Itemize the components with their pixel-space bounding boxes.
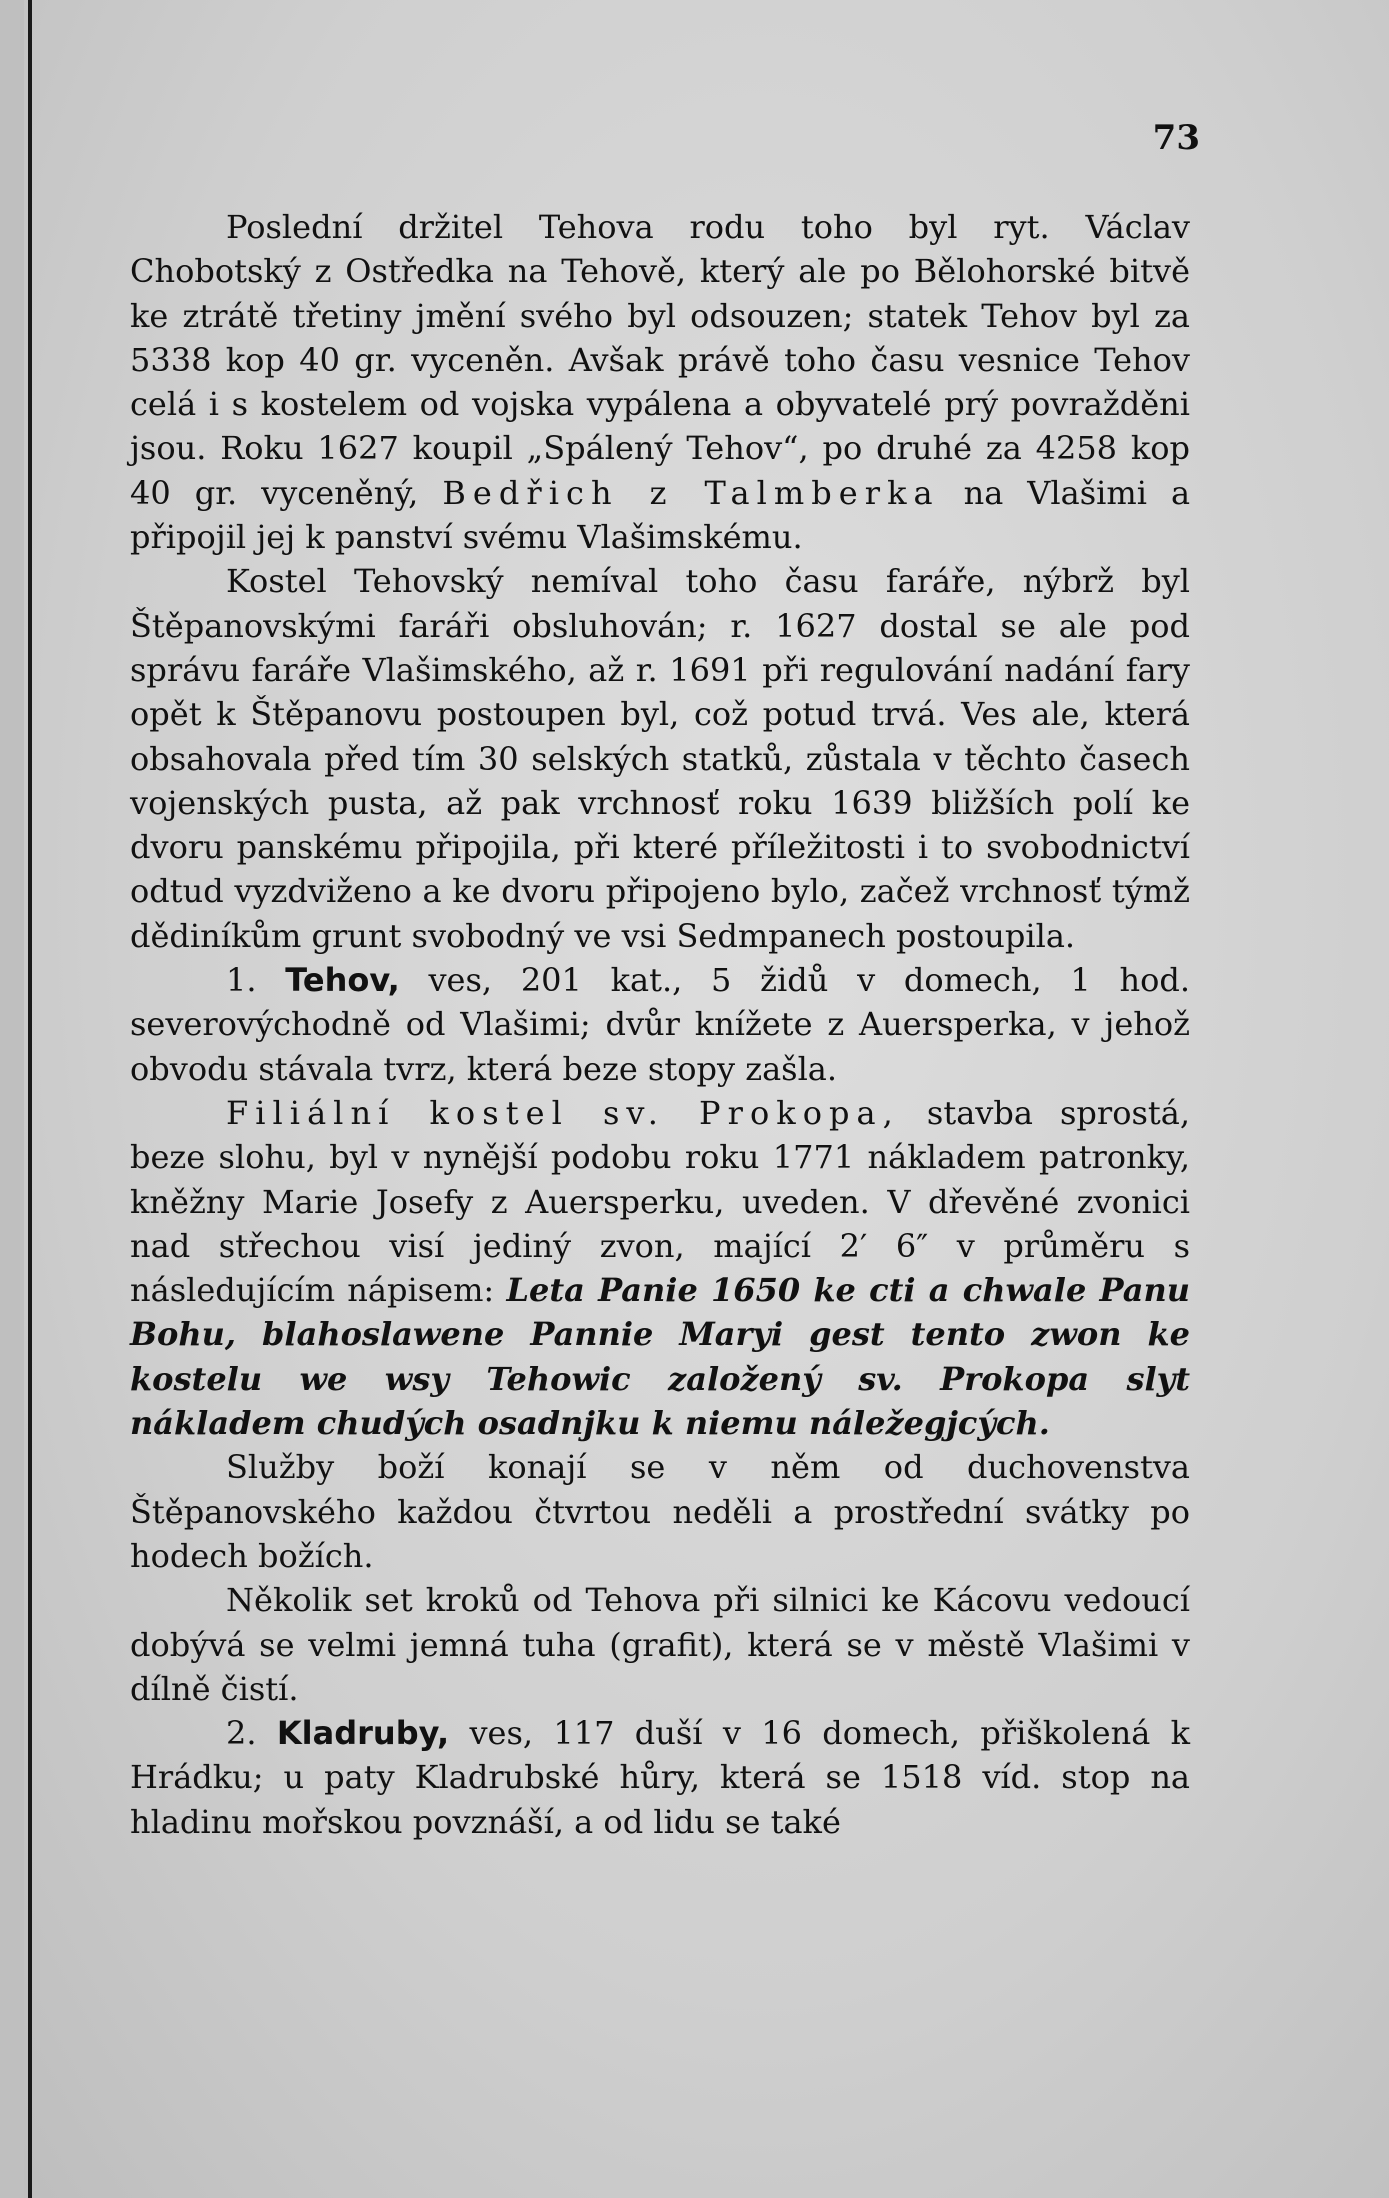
book-spine xyxy=(0,0,24,2198)
entry-number: 1. xyxy=(226,961,286,1000)
page-edge-line xyxy=(28,0,32,2198)
page-number: 73 xyxy=(1152,118,1200,158)
history-text-tail: na Vlašimi a připojil jej k panství svému Vlašimskému. xyxy=(130,473,1191,557)
spaced-church-name: Filiální kostel sv. Prokopa, xyxy=(226,1093,900,1132)
spaced-name-talmberk: Bedřich z Talmberka xyxy=(442,473,940,512)
paragraph-graphite: Několik set kroků od Tehova při silnici ke Kácovu vedoucí dobývá se velmi jemná tuha (grafit), která se v městě Vlašimi v dílně čistí. xyxy=(130,1581,1190,1708)
history-text: Poslední držitel Tehova rodu toho byl ryt. Václav Chobotský z Ostředka na Tehově, který ale po Bělohorské bitvě ke ztrátě třetiny jmění svého byl odsouzen; statek Tehov byl za 5338 kop 40 gr. vyceněn. Avšak právě toho času vesnice Tehov celá i s kostelem od vojska vypálena a obyvatelé prý povražděni jsou. Roku 1627 koupil „Spálený Tehov“, po druhé za 4258 kop 40 gr. vyceněný, xyxy=(130,208,1190,512)
paragraph-entry-kladruby xyxy=(130,1711,1190,1844)
church-text: stavba sprostá, beze slohu, byl v nynější podobu roku 1771 nákladem patronky, kněžny Marie Josefy z Auersperku, uveden. V dřevěné zvonici nad střechou visí jediný zvon, mající 2′ 6″ v průměru s následujícím nápisem: xyxy=(130,1093,1190,1310)
paragraph-services: Služby boží konají se v něm od duchovenstva Štěpanovského každou čtvrtou neděli a prostřední svátky po hodech božích. xyxy=(130,1448,1190,1575)
body-text xyxy=(130,205,1190,1844)
paragraph-church-administration: Kostel Tehovský nemíval toho času faráře, nýbrž byl Štěpanovskými faráři obsluhován; r. 1627 dostal se ale pod správu faráře Vlašimského, až r. 1691 při regulování nadání fary opět k Štěpanovu postoupen byl, což potud trvá. Ves ale, která obsahovala před tím 30 selských statků, zůstala v těchto časech vojenských pusta, až pak vrchnosť roku 1639 bližších polí ke dvoru panskému připojila, při které příležitosti i to svobodnictví odtud vyzdviženo a ke dvoru připojeno bylo, začež vrchnosť týmž dědiníkům grunt svobodný ve vsi Sedmpanech postoupila. xyxy=(130,562,1190,955)
entry-number: 2. xyxy=(226,1714,277,1753)
entry-text: ves, 117 duší v 16 domech, přiškolená k Hrádku; u paty Kladrubské hůry, která se 1518 víd. stop na hladinu mořskou povznáší, a od lidu se také xyxy=(130,1714,1191,1841)
entry-text: ves, 201 kat., 5 židů v domech, 1 hod. severovýchodně od Vlašimi; dvůr knížete z Auersperka, v jehož obvodu stávala tvrz, která beze stopy zašla. xyxy=(130,961,1191,1088)
entry-heading-kladruby: Kladruby, xyxy=(276,1714,450,1753)
paragraph-history xyxy=(130,205,1190,559)
entry-heading-tehov: Tehov, xyxy=(285,961,400,1000)
paragraph-filial-church xyxy=(130,1091,1190,1445)
paragraph-entry-tehov xyxy=(130,958,1190,1091)
bell-inscription: Leta Panie 1650 ke cti a chwale Panu Bohu, blahoslawene Pannie Maryi gest tento zwon ke kostelu we wsy Tehowic založený sv. Prokopa slyt nákladem chudých osadnjku k niemu náležegjcých. xyxy=(130,1271,1191,1443)
